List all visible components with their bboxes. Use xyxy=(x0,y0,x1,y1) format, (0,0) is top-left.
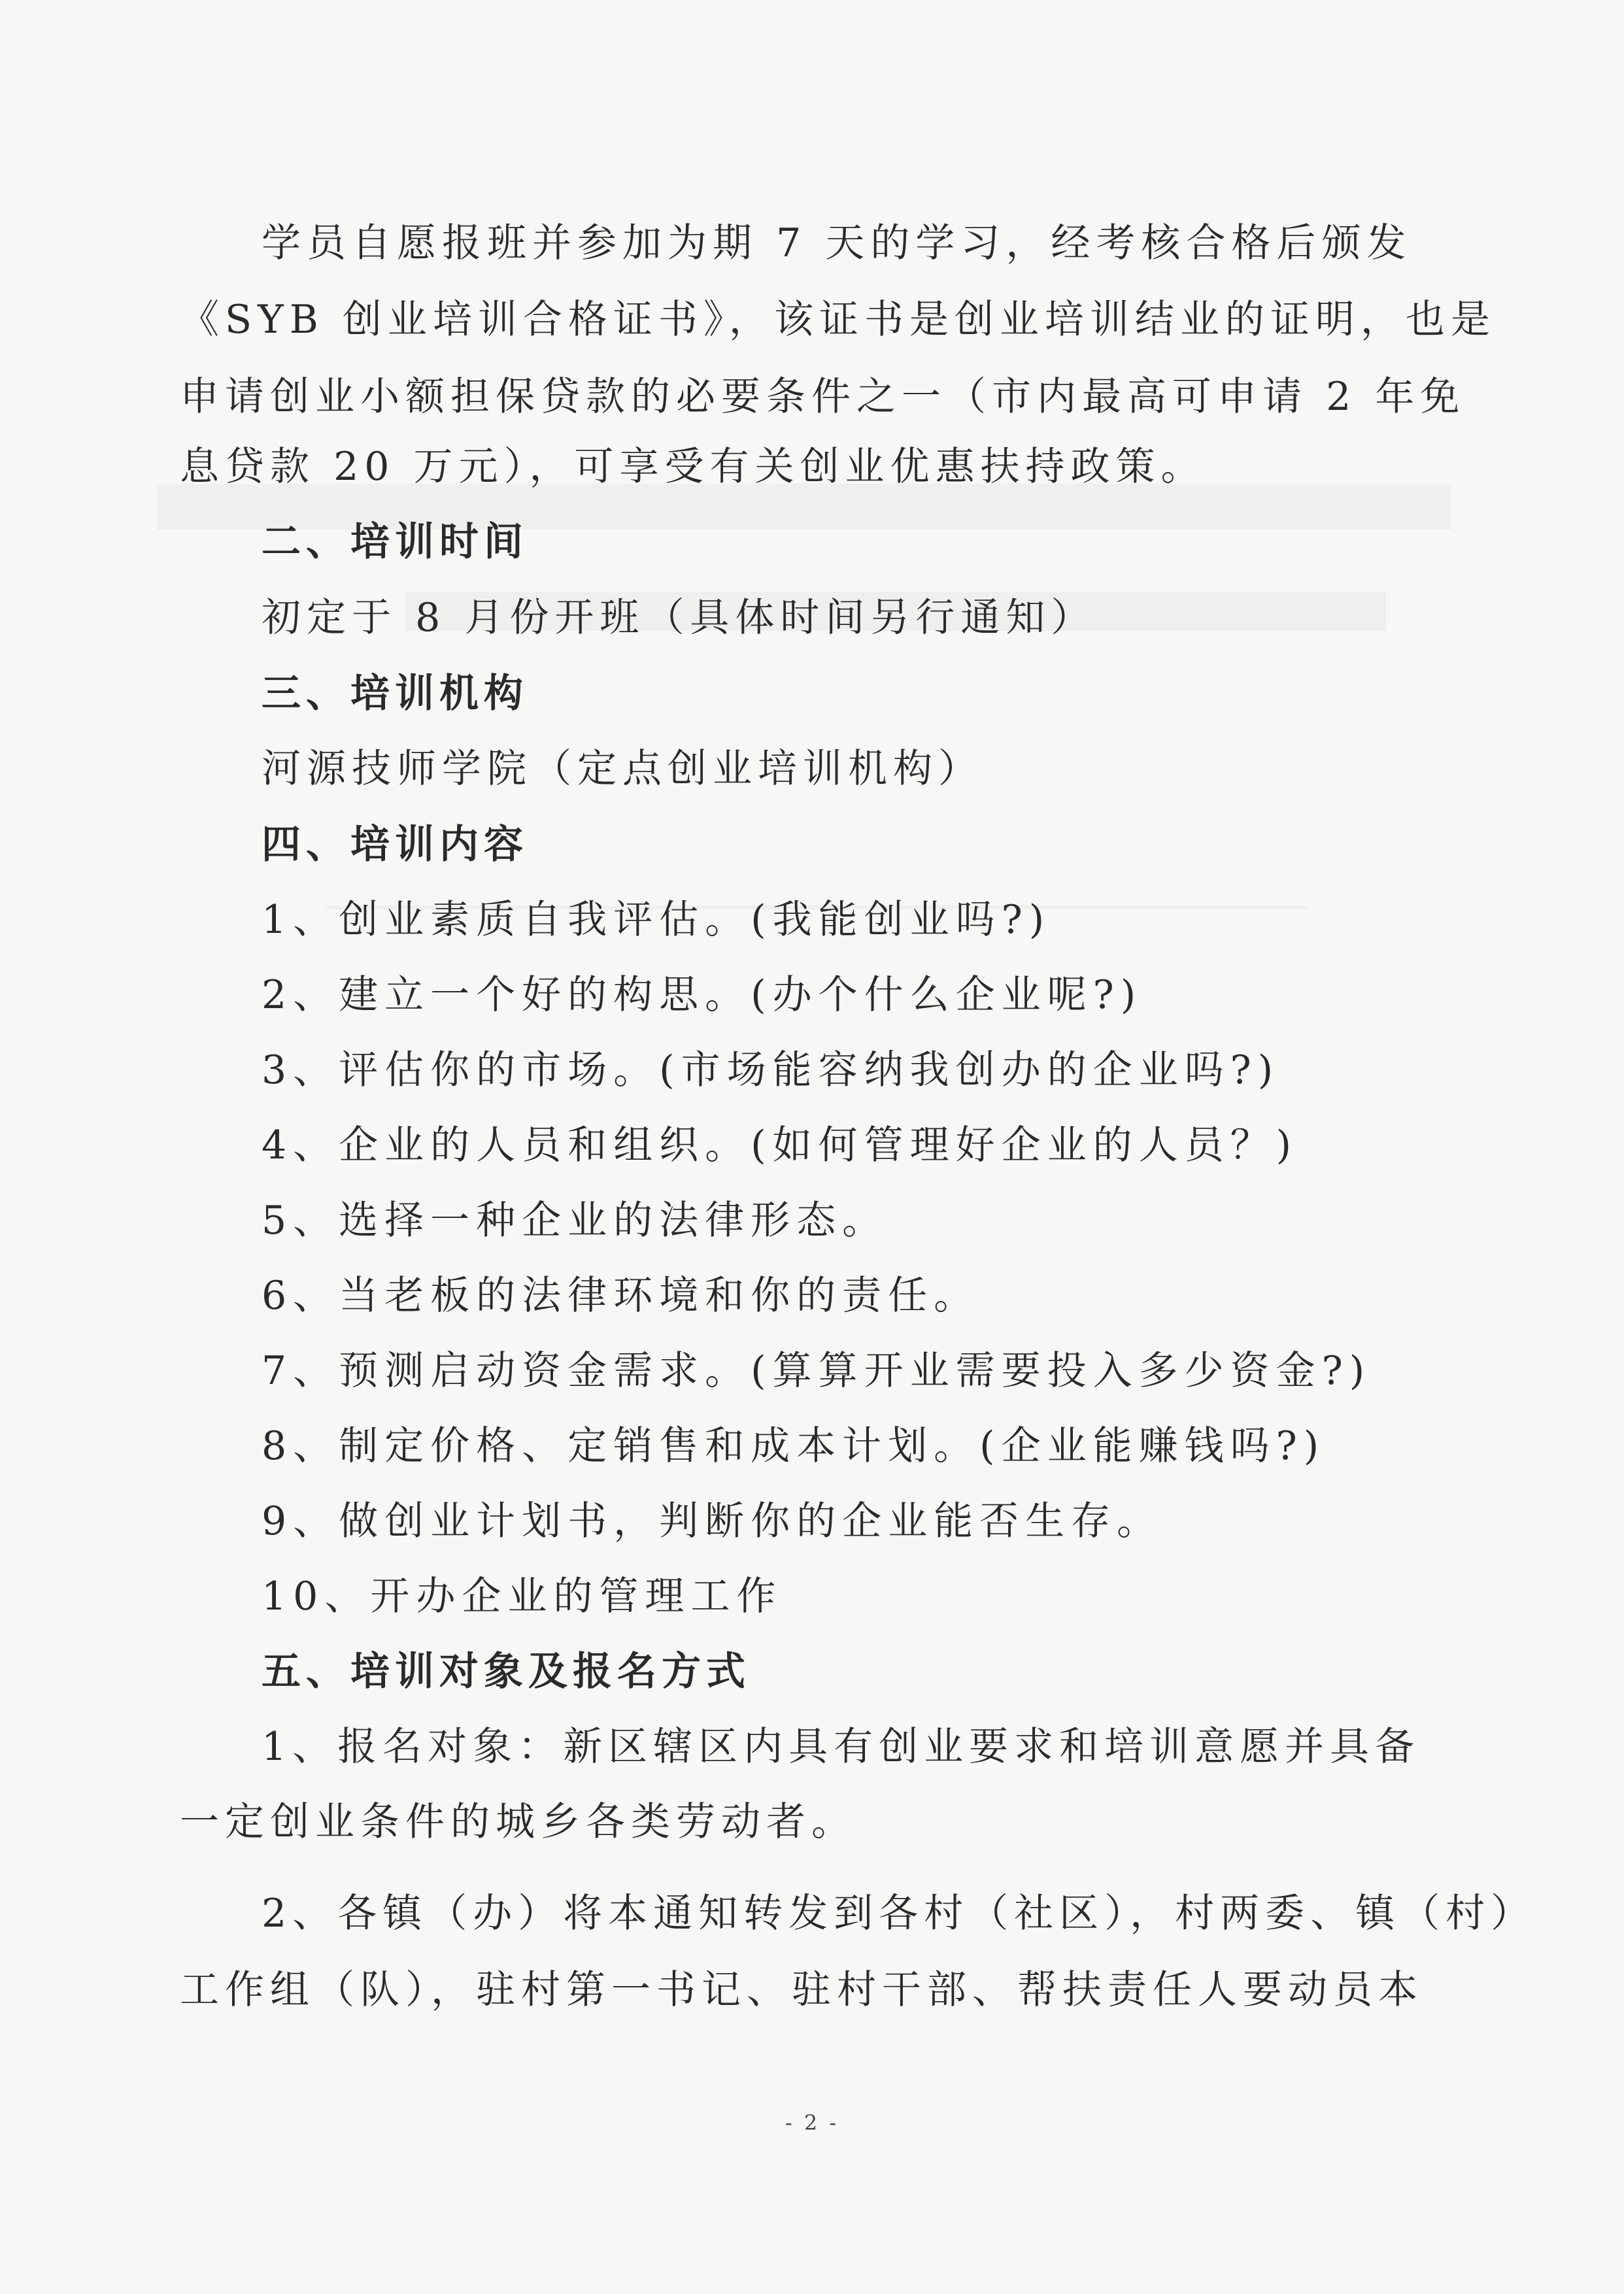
intro-line-2: 《SYB 创业培训合格证书》，该证书是创业培训结业的证明，也是 xyxy=(180,297,1496,343)
content-item: 5、选择一种企业的法律形态。 xyxy=(262,1198,888,1243)
registration-p1-line-1: 1、报名对象：新区辖区内具有创业要求和培训意愿并具备 xyxy=(262,1724,1421,1770)
registration-p1-line-2: 一定创业条件的城乡各类劳动者。 xyxy=(180,1799,856,1845)
content-item: 7、预测启动资金需求。(算算开业需要投入多少资金?) xyxy=(262,1348,1372,1394)
training-institution-text: 河源技师学院（定点创业培训机构） xyxy=(262,746,983,792)
intro-line-3: 申请创业小额担保贷款的必要条件之一（市内最高可申请 2 年免 xyxy=(180,374,1466,420)
content-item: 9、做创业计划书，判断你的企业能否生存。 xyxy=(262,1498,1163,1544)
page-number: - 2 - xyxy=(785,2110,839,2135)
training-time-text: 初定于 8 月份开班（具体时间另行通知） xyxy=(262,595,1096,641)
section-heading-training-institution: 三、培训机构 xyxy=(262,671,528,717)
content-item: 8、制定价格、定销售和成本计划。(企业能赚钱吗?) xyxy=(262,1423,1326,1469)
intro-line-1: 学员自愿报班并参加为期 7 天的学习，经考核合格后颁发 xyxy=(262,220,1412,266)
section-heading-training-content: 四、培训内容 xyxy=(262,822,528,868)
content-item: 6、当老板的法律环境和你的责任。 xyxy=(262,1273,980,1319)
section-heading-target-and-registration: 五、培训对象及报名方式 xyxy=(262,1649,751,1695)
content-item: 1、创业素质自我评估。(我能创业吗?) xyxy=(262,897,1051,943)
content-item: 10、开办企业的管理工作 xyxy=(262,1574,783,1619)
registration-p2-line-2: 工作组（队），驻村第一书记、驻村干部、帮扶责任人要动员本 xyxy=(180,1967,1423,2013)
content-item: 2、建立一个好的构思。(办个什么企业呢?) xyxy=(262,972,1143,1018)
registration-p2-line-1: 2、各镇（办）将本通知转发到各村（社区），村两委、镇（村） xyxy=(262,1891,1536,1936)
content-item: 4、企业的人员和组织。(如何管理好企业的人员？) xyxy=(262,1122,1298,1168)
section-heading-training-time: 二、培训时间 xyxy=(262,519,528,565)
content-item: 3、评估你的市场。(市场能容纳我创办的企业吗?) xyxy=(262,1047,1280,1093)
intro-line-4: 息贷款 20 万元），可享受有关创业优惠扶持政策。 xyxy=(180,444,1206,490)
